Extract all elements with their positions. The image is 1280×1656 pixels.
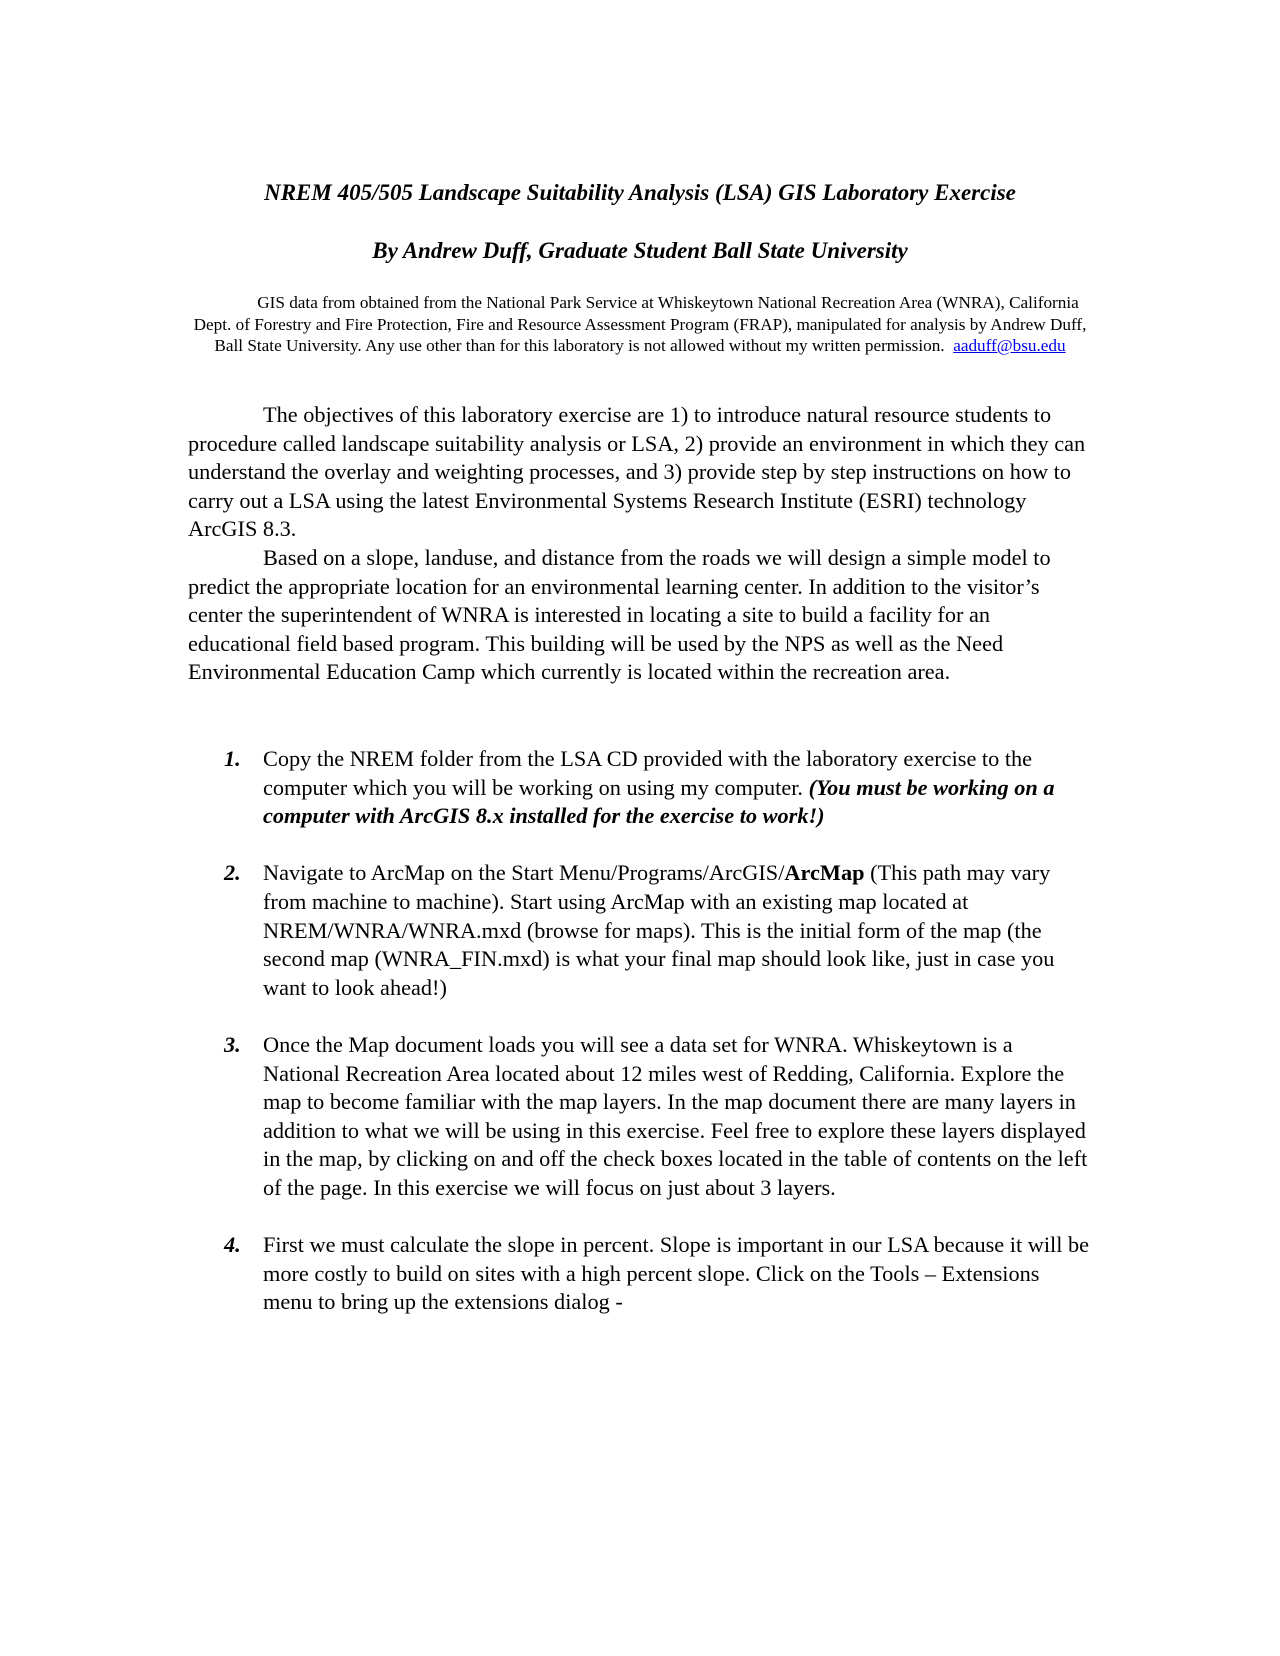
step-item <box>188 745 1092 831</box>
step-text: First we must calculate the slope in percent. Slope is important in our LSA because it will be more costly to build on sites with a high percent slope. Click on the Tools – Extensions menu to bring up the extensions dialog - <box>263 1232 1090 1315</box>
step-text-continued: (This path may vary from machine to machine). Start using ArcMap with an existing map located at NREM/WNRA/WNRA.mxd (browse for maps). This is the initial form of the map (the second map (WNRA_FIN.mxd) is what your final map should look like, just in case you want to look ahead!) <box>263 860 1055 1000</box>
step-item <box>188 1231 1092 1317</box>
notice-text: GIS data from obtained from the National Park Service at Whiskeytown National Recreation Area (WNRA), California Dept. of Forestry and Fire Protection, Fire and Resource Assessment Program (FRAP), manipulated for analysis by Andrew Duff, Ball State University. Any use other than for this laboratory is not allowed without my written permission. <box>193 293 1087 355</box>
step-item <box>188 859 1092 1002</box>
step-item <box>188 1031 1092 1203</box>
step-text: Once the Map document loads you will see a data set for WNRA. Whiskeytown is a National Recreation Area located about 12 miles west of Redding, California. Explore the map to become familiar with the map layers. In the map document there are many layers in addition to what we will be using in this exercise. Feel free to explore these layers displayed in the map, by clicking on and off the check boxes located in the table of contents on the left of the page. In this exercise we will focus on just about 3 layers. <box>263 1031 1088 1200</box>
document-title: NREM 405/505 Landscape Suitability Analysis (LSA) GIS Laboratory Exercise <box>264 180 1016 205</box>
objectives-paragraph: The objectives of this laboratory exercise are 1) to introduce natural resource students to procedure called landscape suitability analysis or LSA, 2) provide an environment in which they can understand the overlay and weighting processes, and 3) provide step by step instructions on how to carry out a LSA using the latest Environmental Systems Research Institute (ESRI) technology ArcGIS 8.3. <box>188 402 1086 542</box>
step-number: 1. <box>224 746 241 771</box>
intro-section <box>188 401 1092 687</box>
model-paragraph: Based on a slope, landuse, and distance from the roads we will design a simple model to predict the appropriate location for an environmental learning center. In addition to the visitor’s center the superintendent of WNRA is interested in locating a site to build a facility for an educational field based program. This building will be used by the NPS as well as the Need Environmental Education Camp which currently is located within the recreation area. <box>188 544 1051 685</box>
instruction-steps <box>188 745 1092 1345</box>
data-source-notice <box>188 292 1092 357</box>
email-link[interactable]: aaduff@bsu.edu <box>953 336 1066 355</box>
step-warning: (You must be working on a computer with ArcGIS 8.x installed for the exercise to work!) <box>263 774 1055 829</box>
step-number: 4. <box>224 1232 241 1258</box>
step-number: 2. <box>224 860 241 886</box>
document-byline: By Andrew Duff, Graduate Student Ball State University <box>372 238 908 263</box>
step-number: 3. <box>224 1031 241 1057</box>
step-text: Navigate to ArcMap on the Start Menu/Programs/ArcGIS/ <box>263 860 785 886</box>
step-text: Copy the NREM folder from the LSA CD provided with the laboratory exercise to the computer which you will be working on using my computer. <box>263 746 1033 800</box>
step-app-name: ArcMap <box>784 860 865 886</box>
